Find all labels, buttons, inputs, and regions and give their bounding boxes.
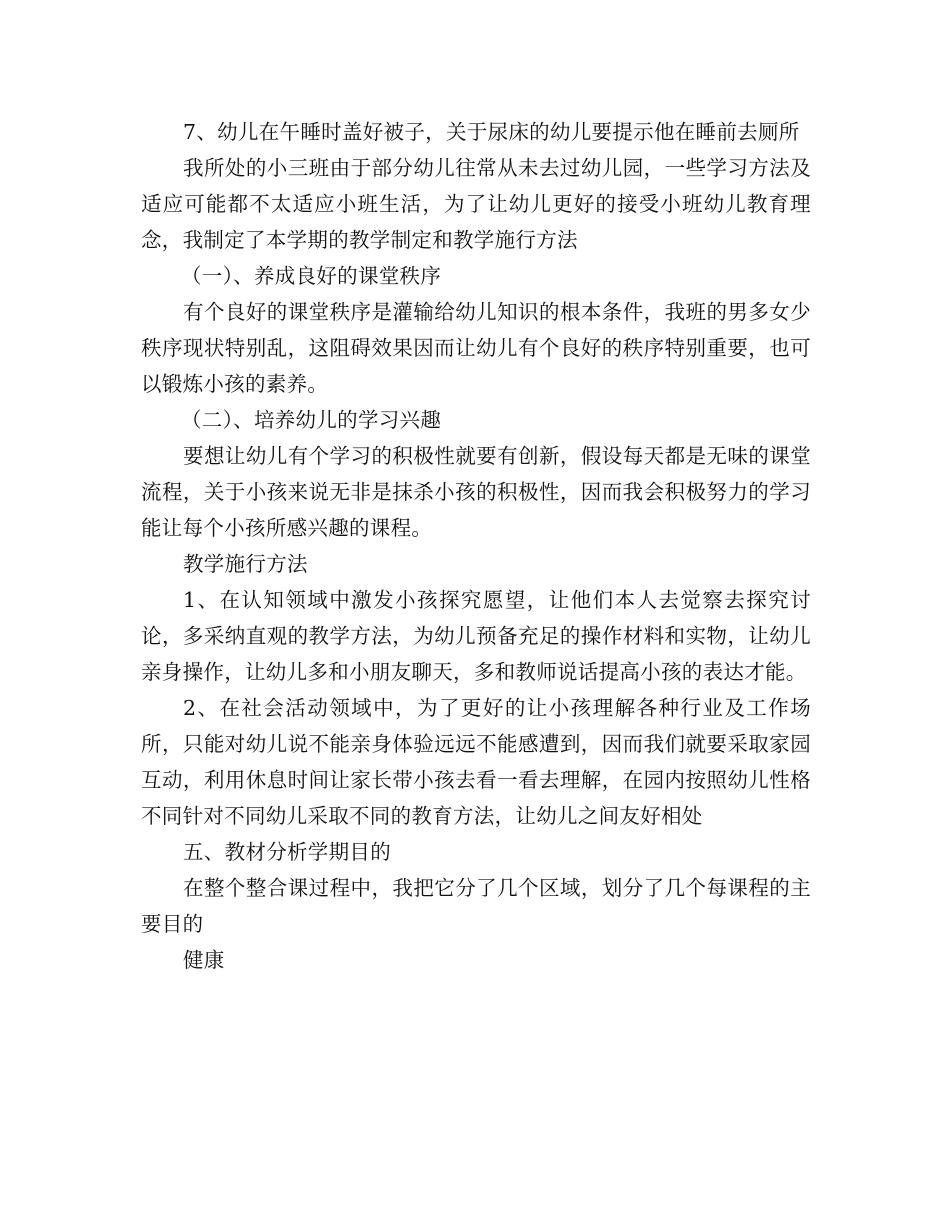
- heading-health: 健康: [183, 948, 225, 972]
- heading-teaching-methods: 教学施行方法: [183, 552, 308, 576]
- paragraph-nap-rule: 7、幼儿在午睡时盖好被子，关于尿床的幼儿要提示他在睡前去厕所: [183, 120, 800, 144]
- subheading-classroom-order: （一）、养成良好的课堂秩序: [181, 264, 442, 288]
- paragraph-class-intro: 我所处的小三班由于部分幼儿往常从未去过幼儿园，一些学习方法及适应可能都不太适应小班生活，为了让幼儿更好的接受小班幼儿教育理念，我制定了本学期的教学制定和教学施行方法: [141, 156, 811, 252]
- paragraph-social-domain: 2、在社会活动领域中，为了更好的让小孩理解各种行业及工作场所，只能对幼儿说不能亲身体验远远不能感遭到，因而我们就要采取家园互动，利用休息时间让家长带小孩去看一看去理解，在园内按照幼儿性格不同针对不同幼儿采取不同的教育方法，让幼儿之间友好相处: [141, 696, 811, 828]
- paragraph-classroom-order: 有个良好的课堂秩序是灌输给幼儿知识的根本条件，我班的男多女少秩序现状特别乱，这阻碍效果因而让幼儿有个良好的秩序特别重要，也可以锻炼小孩的素养。: [141, 300, 811, 396]
- document-body: [141, 114, 811, 978]
- heading-section-five: 五、教材分析学期目的: [183, 840, 391, 864]
- paragraph-curriculum-areas: 在整个整合课过程中，我把它分了几个区域，划分了几个每课程的主要目的: [141, 876, 811, 936]
- paragraph-learning-interest: 要想让幼儿有个学习的积极性就要有创新，假设每天都是无味的课堂流程，关于小孩来说无非是抹杀小孩的积极性，因而我会积极努力的学习能让每个小孩所感兴趣的课程。: [141, 444, 811, 540]
- subheading-learning-interest: （二）、培养幼儿的学习兴趣: [181, 408, 442, 432]
- paragraph-cognitive-domain: 1、在认知领域中激发小孩探究愿望，让他们本人去觉察去探究讨论，多采纳直观的教学方法，为幼儿预备充足的操作材料和实物，让幼儿亲身操作，让幼儿多和小朋友聊天，多和教师说话提高小孩的表达才能。: [141, 588, 811, 684]
